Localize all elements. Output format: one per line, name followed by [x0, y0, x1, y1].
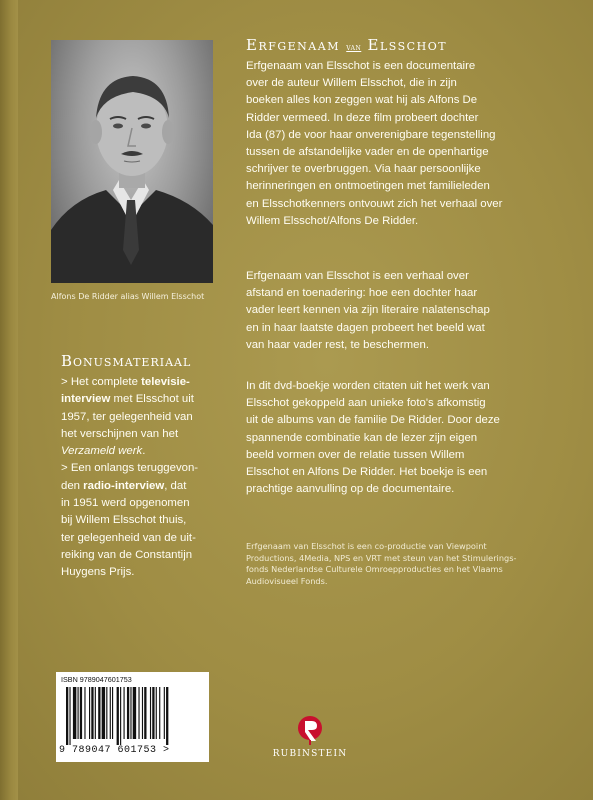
- text-line: spannende combinatie kan de lezer zijn eigen: [246, 431, 478, 444]
- text-line: reiking van de Constantijn: [61, 548, 193, 561]
- credits-line: Productions, 4Media, NPS en VRT met steun van het Stimulerings-: [246, 552, 517, 563]
- title-part1: Erfgenaam: [246, 36, 340, 54]
- text-line: prachtige aanvulling op de documentaire.: [246, 483, 455, 496]
- text-line: Erfgenaam van Elsschot is een verhaal over: [246, 270, 469, 282]
- text-span: , dat: [164, 479, 187, 492]
- text-line: Ida (87) de voor haar onverenigbare tegenstelling: [246, 128, 496, 141]
- production-credits: [246, 541, 566, 587]
- description-paragraph-3: [246, 378, 566, 498]
- text-line: herinneringen en ontmoetingen met familieleden: [246, 180, 490, 193]
- text-line: uit de albums van de familie De Ridder. Door deze: [246, 414, 500, 427]
- text-line: afstand en toenadering: hoe een dochter haar: [246, 287, 478, 300]
- title-part3: Elsschot: [367, 36, 448, 54]
- text-line: vader leert kennen via zijn literaire nalatenschap: [246, 304, 490, 317]
- text-line: in 1951 werd opgenomen: [61, 497, 190, 510]
- description-paragraph-2: [246, 268, 566, 354]
- text-line: Ridder vermeed. In deze film probeert dochter: [246, 111, 479, 124]
- credits-line: fonds Nederlandse Culturele Omroepproducties en het Vlaams: [246, 564, 503, 574]
- text-line: ter gelegenheid van de uit-: [61, 531, 196, 544]
- text-line: Willem Elsschot/Alfons De Ridder.: [246, 214, 419, 227]
- text-line: In dit dvd-boekje worden citaten uit het werk van: [246, 380, 490, 392]
- text-line: boeken alles kon zeggen wat hij als Alfons De: [246, 94, 478, 107]
- bonus-item-radio-interview: [61, 460, 229, 581]
- isbn-label: ISBN 9789047601753: [61, 675, 132, 684]
- text-span: .: [142, 445, 146, 458]
- text-line: beeld vormen over de relatie tussen Willem: [246, 448, 465, 461]
- main-title: [246, 36, 566, 54]
- text-span: met Elsschot uit: [110, 393, 194, 406]
- text-span: den: [61, 479, 84, 492]
- publisher-name: RUBINSTEIN: [272, 749, 348, 759]
- barcode-digits: 9 789047 601753 >: [59, 745, 170, 756]
- bonus-heading: Bonusmateriaal: [61, 352, 192, 370]
- text-span: > Het complete: [61, 376, 142, 388]
- isbn-barcode: [56, 672, 209, 762]
- text-line: het verschijnen van het: [61, 427, 179, 440]
- text-line: tussen de afstandelijke vader en de openhartige: [246, 146, 489, 159]
- author-portrait-photo: [51, 40, 213, 283]
- text-line: over de auteur Willem Elsschot, die in zijn: [246, 77, 457, 90]
- text-line: van haar vader rest, te beschermen.: [246, 338, 429, 351]
- photo-caption: Alfons De Ridder alias Willem Elsschot: [51, 292, 205, 301]
- rubinstein-logo-icon: [297, 715, 323, 745]
- text-line: en Elsschotkenners ontvouwt zich het verhaal over: [246, 197, 503, 210]
- italic-span: Verzameld werk: [61, 445, 143, 458]
- title-part2: van: [346, 43, 362, 53]
- text-line: Huygens Prijs.: [61, 566, 135, 579]
- text-line: Elsschot gekoppeld aan unieke foto's afkomstig: [246, 397, 486, 410]
- description-paragraph-1: [246, 58, 566, 230]
- book-spine-edge: [0, 0, 18, 800]
- text-line: > Een onlangs teruggevon-: [61, 462, 199, 475]
- text-line: Erfgenaam van Elsschot is een documentaire: [246, 60, 476, 72]
- text-line: Elsschot en Alfons De Ridder. Het boekje is een: [246, 466, 488, 479]
- bonus-item-tv-interview: [61, 374, 229, 460]
- bold-span: televisie-: [141, 376, 190, 388]
- credits-line: Audiovisueel Fonds.: [246, 575, 328, 586]
- text-line: bij Willem Elsschot thuis,: [61, 514, 187, 527]
- publisher-logo: [270, 715, 350, 775]
- text-line: en in haar laatste dagen probeert het beeld wat: [246, 321, 485, 334]
- barcode-bars: [66, 687, 199, 745]
- bonus-list: [61, 374, 229, 582]
- bold-span: interview: [61, 393, 111, 406]
- credits-line: Erfgenaam van Elsschot is een co-productie van Viewpoint: [246, 541, 487, 551]
- text-line: schrijver te overbruggen. Via haar persoonlijke: [246, 163, 481, 176]
- text-line: 1957, ter gelegenheid van: [61, 410, 193, 423]
- bold-span: radio-interview: [83, 479, 165, 492]
